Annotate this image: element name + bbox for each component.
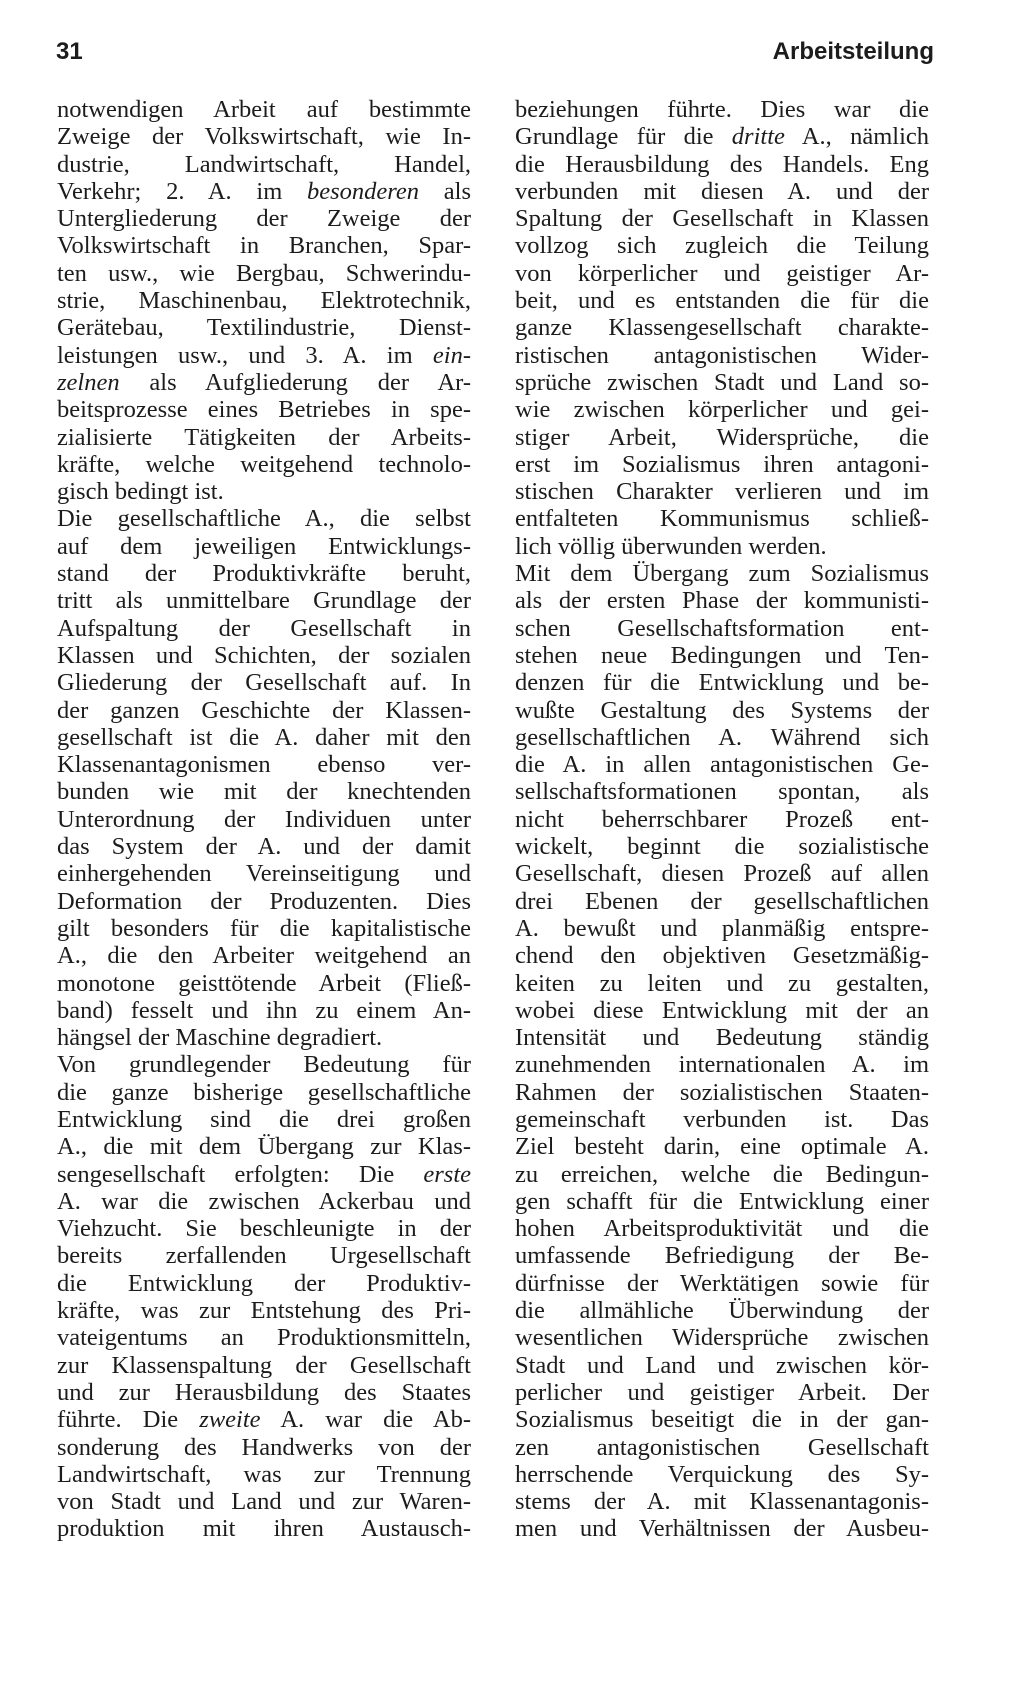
text-run: men und Verhältnissen der Ausbeu- — [515, 1515, 929, 1543]
text-run: A., nämlich — [784, 123, 929, 151]
text-line — [515, 1379, 929, 1406]
text-line — [515, 1270, 929, 1297]
text-run: keiten zu leiten und zu gestalten, — [515, 969, 929, 997]
text-line — [57, 96, 471, 123]
text-run: sengesellschaft erfolgten: Die — [57, 1160, 424, 1188]
italic-text: erste — [423, 1160, 471, 1188]
text-line — [515, 1324, 929, 1351]
italic-text: zelnen — [57, 368, 120, 396]
text-line — [57, 1188, 471, 1215]
text-run: monotone geisttötende Arbeit (Fließ- — [57, 969, 471, 997]
text-run: Klassenantagonismen ebenso ver- — [57, 751, 471, 779]
text-line — [515, 451, 929, 478]
text-run: Zweige der Volkswirtschaft, wie In- — [57, 123, 471, 151]
text-line — [57, 697, 471, 724]
text-run: Grundlage für die — [515, 123, 732, 151]
text-line — [57, 1297, 471, 1324]
left-text-column — [57, 96, 471, 1543]
text-run: lich völlig überwunden werden. — [515, 532, 827, 560]
text-line — [57, 1161, 471, 1188]
italic-text: ein- — [432, 341, 471, 369]
text-run: strie, Maschinenbau, Elektrotechnik, — [57, 287, 471, 315]
text-line — [515, 505, 929, 532]
text-run: Volkswirtschaft in Branchen, Spar- — [57, 232, 471, 260]
text-run: wesentlichen Widersprüche zwischen — [515, 1324, 929, 1352]
text-run: gen schafft für die Entwicklung einer — [515, 1187, 929, 1215]
text-run: Von grundlegender Bedeutung für — [57, 1051, 471, 1079]
text-run: Unterordnung der Individuen unter — [57, 805, 471, 833]
text-line — [57, 178, 471, 205]
text-run: ristischen antagonistischen Wider- — [515, 341, 929, 369]
text-run: stehen neue Bedingungen und Ten- — [515, 641, 929, 669]
text-run: Klassen und Schichten, der sozialen — [57, 641, 471, 669]
text-run: vateigentums an Produktionsmitteln, — [57, 1324, 471, 1352]
text-line — [57, 1215, 471, 1242]
text-run: Stadt und Land und zwischen kör- — [515, 1351, 929, 1379]
text-run: Mit dem Übergang zum Sozialismus — [515, 560, 929, 588]
text-line — [57, 642, 471, 669]
text-run: zen antagonistischen Gesellschaft — [515, 1433, 929, 1461]
text-run: gemeinschaft verbunden ist. Das — [515, 1105, 929, 1133]
text-line — [57, 1352, 471, 1379]
text-line — [57, 833, 471, 860]
text-line — [515, 287, 929, 314]
text-line — [57, 806, 471, 833]
text-line — [57, 560, 471, 587]
text-line — [515, 1133, 929, 1160]
text-run: A., die den Arbeiter weitgehend an — [57, 942, 471, 970]
text-line — [57, 342, 471, 369]
page-header — [56, 38, 934, 78]
text-line — [57, 424, 471, 451]
text-line — [57, 314, 471, 341]
text-line — [57, 1488, 471, 1515]
text-line — [57, 1515, 471, 1542]
text-line — [515, 342, 929, 369]
text-run: zur Klassenspaltung der Gesellschaft — [57, 1351, 471, 1379]
text-run: Landwirtschaft, was zur Trennung — [57, 1460, 471, 1488]
text-line — [515, 833, 929, 860]
text-line — [515, 806, 929, 833]
text-run: vollzog sich zugleich die Teilung — [515, 232, 929, 260]
text-run: stiger Arbeit, Widersprüche, die — [515, 423, 929, 451]
text-line — [57, 751, 471, 778]
text-run: als — [419, 177, 471, 205]
text-run: wobei diese Entwicklung mit der an — [515, 996, 929, 1024]
text-line — [57, 1079, 471, 1106]
text-run: der ganzen Geschichte der Klassen- — [57, 696, 471, 724]
text-run: Gesellschaft, diesen Prozeß auf allen — [515, 860, 929, 888]
text-run: zialisierte Tätigkeiten der Arbeits- — [57, 423, 471, 451]
text-line — [57, 533, 471, 560]
text-run: leistungen usw., und 3. A. im — [57, 341, 433, 369]
text-line — [515, 1024, 929, 1051]
text-run: kräfte, was zur Entstehung des Pri- — [57, 1297, 471, 1325]
text-run: Deformation der Produzenten. Dies — [57, 887, 471, 915]
text-line — [515, 260, 929, 287]
text-line — [57, 1242, 471, 1269]
text-line — [57, 1324, 471, 1351]
text-run: die allmähliche Überwindung der — [515, 1297, 929, 1325]
text-line — [515, 1242, 929, 1269]
text-line — [515, 533, 929, 560]
text-line — [57, 232, 471, 259]
text-run: perlicher und geistiger Arbeit. Der — [515, 1378, 929, 1406]
text-line — [57, 369, 471, 396]
text-line — [57, 151, 471, 178]
text-run: Verkehr; 2. A. im — [57, 177, 307, 205]
text-run: Gliederung der Gesellschaft auf. In — [57, 669, 471, 697]
text-line — [515, 1215, 929, 1242]
text-line — [515, 1515, 929, 1542]
text-line — [515, 942, 929, 969]
text-line — [515, 751, 929, 778]
text-run: die Herausbildung des Handels. Eng — [515, 150, 929, 178]
text-run: chend den objektiven Gesetzmäßig- — [515, 942, 929, 970]
text-line — [57, 1106, 471, 1133]
text-line — [515, 424, 929, 451]
text-line — [515, 96, 929, 123]
text-run: tritt als unmittelbare Grundlage der — [57, 587, 471, 615]
text-run: A. war die Ab- — [260, 1406, 471, 1434]
text-run: Sozialismus beseitigt die in der gan- — [515, 1406, 929, 1434]
page-number: 31 — [56, 38, 83, 65]
text-line — [57, 724, 471, 751]
text-run: die ganze bisherige gesellschaftliche — [57, 1078, 471, 1106]
text-line — [57, 123, 471, 150]
text-line — [57, 478, 471, 505]
text-line — [57, 1270, 471, 1297]
text-line — [515, 1079, 929, 1106]
text-line — [515, 915, 929, 942]
text-run: Ziel besteht darin, eine optimale A. — [515, 1133, 929, 1161]
text-run: herrschende Verquickung des Sy- — [515, 1460, 929, 1488]
text-run: dustrie, Landwirtschaft, Handel, — [57, 150, 471, 178]
text-line — [515, 997, 929, 1024]
text-line — [515, 697, 929, 724]
text-line — [515, 615, 929, 642]
text-line — [515, 314, 929, 341]
text-run: wußte Gestaltung des Systems der — [515, 696, 929, 724]
text-line — [515, 123, 929, 150]
text-run: zunehmenden internationalen A. im — [515, 1051, 929, 1079]
text-line — [515, 1488, 929, 1515]
text-line — [57, 1051, 471, 1078]
text-run: stems der A. mit Klassenantagonis- — [515, 1488, 929, 1516]
text-run: Rahmen der sozialistischen Staaten- — [515, 1078, 929, 1106]
text-line — [515, 669, 929, 696]
text-run: Die gesellschaftliche A., die selbst — [57, 505, 471, 533]
text-run: einhergehenden Vereinseitigung und — [57, 860, 471, 888]
text-run: stand der Produktivkräfte beruht, — [57, 560, 471, 588]
running-title: Arbeitsteilung — [772, 38, 934, 65]
text-run: wie zwischen körperlicher und gei- — [515, 396, 929, 424]
text-run: auf dem jeweiligen Entwicklungs- — [57, 532, 471, 560]
text-run: als Aufgliederung der Ar- — [119, 368, 471, 396]
text-line — [515, 860, 929, 887]
text-run: die A. in allen antagonistischen Ge- — [515, 751, 929, 779]
text-line — [515, 178, 929, 205]
text-line — [515, 369, 929, 396]
text-run: sonderung des Handwerks von der — [57, 1433, 471, 1461]
text-line — [57, 1379, 471, 1406]
text-run: Viehzucht. Sie beschleunigte in der — [57, 1215, 471, 1243]
text-run: die Entwicklung der Produktiv- — [57, 1269, 471, 1297]
text-line — [515, 1297, 929, 1324]
text-run: verbunden mit diesen A. und der — [515, 177, 929, 205]
text-run: Entwicklung sind die drei großen — [57, 1105, 471, 1133]
text-run: A. war die zwischen Ackerbau und — [57, 1187, 471, 1215]
text-line — [515, 1461, 929, 1488]
text-run: ten usw., wie Bergbau, Schwerindu- — [57, 259, 471, 287]
text-run: Spaltung der Gesellschaft in Klassen — [515, 205, 929, 233]
text-run: band) fesselt und ihn zu einem An- — [57, 996, 471, 1024]
text-line — [57, 505, 471, 532]
text-run: als der ersten Phase der kommunisti- — [515, 587, 929, 615]
text-run: kräfte, welche weitgehend technolo- — [57, 450, 471, 478]
text-line — [515, 1051, 929, 1078]
text-line — [57, 1461, 471, 1488]
text-line — [515, 642, 929, 669]
text-line — [515, 1352, 929, 1379]
text-run: hängsel der Maschine degradiert. — [57, 1024, 383, 1052]
text-line — [515, 396, 929, 423]
text-run: beitsprozesse eines Betriebes in spe- — [57, 396, 471, 424]
text-run: wickelt, beginnt die sozialistische — [515, 833, 929, 861]
text-run: sellschaftsformationen spontan, als — [515, 778, 929, 806]
text-line — [515, 724, 929, 751]
text-run: schen Gesellschaftsformation ent- — [515, 614, 929, 642]
text-line — [57, 451, 471, 478]
text-run: beziehungen führte. Dies war die — [515, 96, 929, 123]
text-run: stischen Charakter verlieren und im — [515, 478, 929, 506]
text-line — [57, 615, 471, 642]
text-line — [57, 669, 471, 696]
text-run: notwendigen Arbeit auf bestimmte — [57, 96, 471, 123]
text-line — [515, 970, 929, 997]
text-line — [515, 205, 929, 232]
text-run: nicht beherrschbarer Prozeß ent- — [515, 805, 929, 833]
text-line — [515, 1106, 929, 1133]
text-line — [515, 587, 929, 614]
text-line — [57, 1133, 471, 1160]
text-line — [515, 478, 929, 505]
text-run: gisch bedingt ist. — [57, 478, 224, 506]
text-run: gesellschaft ist die A. daher mit den — [57, 723, 471, 751]
text-line — [57, 860, 471, 887]
text-run: drei Ebenen der gesellschaftlichen — [515, 887, 929, 915]
text-run: dürfnisse der Werktätigen sowie für — [515, 1269, 929, 1297]
text-run: das System der A. und der damit — [57, 833, 471, 861]
italic-text: besonderen — [307, 177, 420, 205]
text-run: Intensität und Bedeutung ständig — [515, 1024, 929, 1052]
text-line — [515, 1161, 929, 1188]
text-line — [57, 997, 471, 1024]
text-line — [515, 888, 929, 915]
text-run: A. bewußt und planmäßig entspre- — [515, 914, 929, 942]
text-run: umfassende Befriedigung der Be- — [515, 1242, 929, 1270]
text-line — [515, 1406, 929, 1433]
text-run: gilt besonders für die kapitalistische — [57, 914, 471, 942]
text-line — [57, 888, 471, 915]
text-run: denzen für die Entwicklung und be- — [515, 669, 929, 697]
right-text-column — [515, 96, 929, 1543]
text-line — [515, 232, 929, 259]
text-run: sprüche zwischen Stadt und Land so- — [515, 368, 929, 396]
text-line — [57, 915, 471, 942]
text-line — [57, 587, 471, 614]
text-line — [57, 1024, 471, 1051]
text-run: Gerätebau, Textilindustrie, Dienst- — [57, 314, 471, 342]
italic-text: dritte — [731, 123, 785, 151]
text-run: führte. Die — [57, 1406, 200, 1434]
text-line — [515, 1434, 929, 1461]
text-run: bereits zerfallenden Urgesellschaft — [57, 1242, 471, 1270]
text-run: beit, und es entstanden die für die — [515, 287, 929, 315]
text-line — [515, 778, 929, 805]
text-run: hohen Arbeitsproduktivität und die — [515, 1215, 929, 1243]
text-line — [515, 1188, 929, 1215]
text-run: A., die mit dem Übergang zur Klas- — [57, 1133, 471, 1161]
text-run: ganze Klassengesellschaft charakte- — [515, 314, 929, 342]
text-run: gesellschaftlichen A. Während sich — [515, 723, 929, 751]
text-line — [57, 1406, 471, 1433]
text-run: von Stadt und Land und zur Waren- — [57, 1488, 471, 1516]
text-line — [515, 560, 929, 587]
text-run: Untergliederung der Zweige der — [57, 205, 471, 233]
text-run: Aufspaltung der Gesellschaft in — [57, 614, 471, 642]
text-run: produktion mit ihren Austausch- — [57, 1515, 471, 1543]
text-run: von körperlicher und geistiger Ar- — [515, 259, 929, 287]
text-line — [57, 942, 471, 969]
text-run: bunden wie mit der knechtenden — [57, 778, 471, 806]
text-run: entfalteten Kommunismus schließ- — [515, 505, 929, 533]
text-run: und zur Herausbildung des Staates — [57, 1378, 471, 1406]
text-line — [57, 1434, 471, 1461]
text-line — [515, 151, 929, 178]
text-line — [57, 970, 471, 997]
text-run: erst im Sozialismus ihren antagoni- — [515, 450, 929, 478]
text-run: zu erreichen, welche die Bedingun- — [515, 1160, 929, 1188]
italic-text: zweite — [199, 1406, 261, 1434]
text-line — [57, 778, 471, 805]
text-line — [57, 205, 471, 232]
text-line — [57, 287, 471, 314]
text-line — [57, 396, 471, 423]
text-line — [57, 260, 471, 287]
